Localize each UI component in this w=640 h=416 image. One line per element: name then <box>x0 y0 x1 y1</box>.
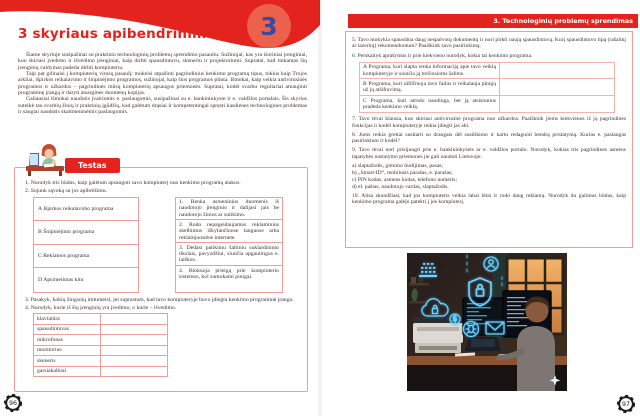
table-row <box>34 335 167 345</box>
matching-term: A Išpirkos reikalavimo programa <box>34 198 138 222</box>
answer-cell <box>101 356 167 365</box>
matching-definition: 1. Renka asmeninius duomenis iš naudotojo įrenginio ir dalijasi jais be naudotojo žinios ar sutikimo. <box>176 198 282 221</box>
question-5: 5. Tavo mokykla spausdina daug nespalvotų dokumentų ir nori pirkti naują spausdintuvą. Kurį spausdintuvo tipą (rašalinį ar lazerinį) rekomenduotum? Paaiškink savo pasirinkimą. <box>352 37 626 50</box>
table-row <box>34 367 167 376</box>
device-name: monitorius <box>34 346 101 355</box>
page-gutter <box>317 0 323 416</box>
question-10: 10. Alisa skundžiasi, kad jos kompiuteris veikia labai lėtai ir rodo daug reklamų. Nurodyk du galimus būdus, kaip kenkimo programa galėjo patekti į jos kompiuterį. <box>352 192 626 206</box>
question-1: 1. Nurodyk tris būdus, kaip galėtum apsaugoti savo kompiuterį nuo kenkimo programų atakos. <box>25 180 241 186</box>
matching-definition: 4. Blokuoja prieigą prie kompiuterio sistemos, kol sumokami pinigai. <box>179 267 279 281</box>
question-2: 2. Sujunk sąvoką su jos apibrėžimu. <box>25 188 107 195</box>
table-row <box>34 346 167 356</box>
summary-paragraph: Galiausiai išmokai naudotis įvairiomis e. paslaugomis, susipažinai su e. bankininkyste ir e. valdžios portalais. Šis skyrius suteikė tau svarbių žinių ir praktinių įgūdžių, kad galėtum drąsiai ir kompetentingai spręsti kasdienes technologines problemas ir saugiai naudotis skaitmeninėmis paslaugomis. <box>18 96 307 116</box>
girl-at-computer-illustration <box>25 142 65 176</box>
table-row <box>360 63 614 80</box>
test-section-label: Testas <box>65 158 120 173</box>
table-row <box>360 79 614 96</box>
question-7: 7. Tavo tėvai klausia, kuo skiriasi antivirusinė programa nuo užkardos. Paaiškink jiems kiekvienos iš jų pagrindines funkcijas ir kodėl kompiuteryje reikia įdiegti jas abi. <box>352 116 626 129</box>
matching-term: B Šnipinėjimo programa <box>34 221 138 245</box>
answer-cell <box>500 96 614 112</box>
question-3: 3. Pasakyk, kokių žingsnių imtumeisi, jei suprastum, kad tavo kompiuteryje buvo įdiegta kenkimo programinė įranga. <box>25 296 294 303</box>
matching-definition: 2. Rodo nepageidaujamus reklaminius skelbimus iškylančiuose languose arba reklamjuostėse internete. <box>176 220 282 243</box>
malware-description: C Programa, kuri atrodo naudinga, bet ją atsisiuntus pradeda kenkimo veiklą. <box>360 96 500 112</box>
chapter-number: 3 <box>260 12 278 41</box>
question-9: 9. Tavo tėvai nori prisijungti prie e. bankininkystės ar e. valdžios portalo. Nurodyk, kokias tris pagrindines asmens tapatybės nustatymo priemones jie gali naudoti Lietuvoje: <box>352 147 626 160</box>
device-name: skeneris <box>34 356 101 365</box>
devices-table <box>33 313 168 377</box>
table-row <box>34 325 167 335</box>
answer-cell <box>101 314 167 323</box>
table-row <box>34 314 167 324</box>
test-box <box>14 160 308 392</box>
cybersecurity-workspace-photo <box>407 253 567 391</box>
summary-paragraph: Taip pat gilinaisi į kompiuterių virusų pasaulį: mokeisi atpažinti pagrindinius kenkimo programų tipus, tokius kaip Trojos arkliai, išpirkos reikalavimo ir šnipinėjimo programos, sužinojai, kaip šios programos plinta. Išmokai, kaip veikia antivirusinės programos ir užkardos – pagrindinės mūsų kompiuterių apsaugos priemonės. Supratai, kodėl svarbu reguliariai atnaujinti programinę įrangą ir daryti atsargines duomenų kopijas. <box>18 71 307 97</box>
matching-exercise <box>33 197 299 293</box>
running-header: 3. Technologinių problemų sprendimas <box>348 14 638 28</box>
answer-cell <box>500 63 614 79</box>
answer-cell <box>101 346 167 355</box>
answer-cell <box>500 79 614 95</box>
device-name: garsiakalbiai <box>34 367 101 376</box>
right-page <box>320 0 640 416</box>
page-number-gear-icon <box>3 393 23 413</box>
matching-definition: 3. Dedasi patikimu šaltiniu suklaidinimo tikslais, pavyzdžiui, siunčia apgaulingus e. laiškus. <box>176 243 282 266</box>
malware-descriptions-table <box>359 62 615 114</box>
device-name: mikrofonas <box>34 335 101 344</box>
question-9-option-c: c) PIN kodas, asmens kodas, telefono numeris; <box>352 176 458 183</box>
question-8: 8. Jums reikia greitai susitarti su draugais dėl susitikimo ir kartu redaguoti bendrą pristatymą. Kurias e. paslaugas pasirinktum ir kodėl? <box>352 131 626 145</box>
matching-term: C Reklamos programa <box>34 245 138 269</box>
test-content <box>25 180 299 377</box>
chapter-summary-text <box>18 52 307 115</box>
device-name: spausdintuvas <box>34 325 101 334</box>
malware-description: B Programa, kuri užšifruoja tavo failus ir reikalauja pinigų už jų atšifravimą. <box>360 79 500 95</box>
answer-cell <box>101 367 167 376</box>
table-row <box>34 356 167 366</box>
device-name: klaviatūra <box>34 314 101 323</box>
page-number: 97 <box>622 401 630 409</box>
question-4: 4. Nurodyk, kurie iš šių įrenginių yra įvedimo, o kurie – išvedimo. <box>25 304 177 311</box>
question-6: 6. Perskaityk aprašymus ir prie kiekvieno nurodyk, kokia tai kenkimo programa. <box>352 52 533 59</box>
page-number: 96 <box>9 400 17 408</box>
answer-cell <box>101 325 167 334</box>
questions-box <box>345 31 633 248</box>
matching-term: D Apsimetimas kitu <box>38 276 84 283</box>
matching-definitions-column <box>175 197 283 293</box>
question-9-option-d: d) el. paštas, naudotojo vardas, slaptažodis. <box>352 183 449 190</box>
summary-paragraph: Šiame skyriuje susipažinai su praktiniu technologinių problemų sprendimo pasauliu. Sužinojai, kas yra išoriniai įrenginiai, kuo skiriasi įvedimo ir išvedimo įrenginiai, kaip dirbti spausdintuvu, skeneriu ir projektoriumi. Supratai, kad tinkamas šių įrenginių valdymas padeda dirbti kompiuteriu. <box>18 52 307 71</box>
page-title: 3 skyriaus apibendrinimas <box>18 26 224 42</box>
matching-terms-column <box>33 197 139 293</box>
page-number-gear-icon <box>616 394 636 414</box>
question-9-option-a: a) slaptažodis, gimimo liudijimas, pasas; <box>352 162 444 169</box>
question-9-option-b: b) „Smart-ID“, mobilusis parašas, e. parašas; <box>352 169 453 176</box>
malware-description: A Programa, kuri slapta renka informaciją apie tavo veiklą kompiuteryje ir siunčia ją trečiosioms šalims. <box>360 63 500 79</box>
table-row <box>360 96 614 112</box>
answer-cell <box>101 335 167 344</box>
